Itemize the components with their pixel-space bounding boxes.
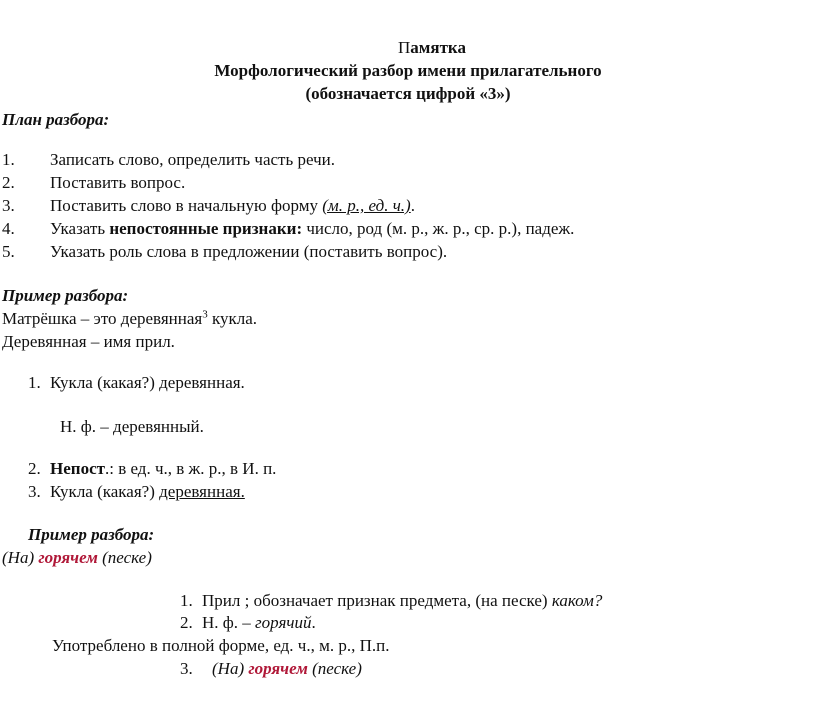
example2-step <box>180 591 602 611</box>
plan-item-end: . <box>410 196 415 215</box>
plan-item-text: Указать <box>50 219 110 238</box>
example2-step-text: Н. ф. – <box>202 613 256 632</box>
example1-sentence-end: кукла. <box>207 309 258 328</box>
example2-step-number: 1. <box>180 591 193 610</box>
example2-step-end: (песке) <box>307 659 362 678</box>
example2-usage: Употреблено в полной форме, ед. ч., м. р., П.п. <box>52 636 390 655</box>
example2-heading: Пример разбора: <box>28 525 155 544</box>
example2-phrase <box>2 548 152 568</box>
plan-item <box>2 196 415 216</box>
page-title <box>0 38 816 58</box>
example2-initial-form: горячий <box>255 613 312 632</box>
example2-highlight-word: горячем <box>38 548 98 567</box>
plan-item-bold: непостоянные признаки: <box>109 219 303 238</box>
example2-step-number: 3. <box>180 659 193 678</box>
plan-item <box>2 219 574 239</box>
example1-step <box>28 459 276 479</box>
plan-item <box>2 242 447 262</box>
example2-step-text: Прил ; обозначает признак предмета, (на песке) <box>202 591 552 610</box>
example1-underlined-word: деревянная. <box>159 482 245 501</box>
plan-item-number: 4. <box>2 219 15 238</box>
example1-line2: Деревянная – имя прил. <box>2 332 175 351</box>
example2-question: каком? <box>551 591 603 610</box>
plan-item-number: 3. <box>2 196 15 215</box>
plan-item-text: Поставить слово в начальную форму <box>50 196 323 215</box>
example1-superscript: 3 <box>202 308 208 321</box>
example1-sentence-start: Матрёшка – это деревянная <box>2 309 203 328</box>
plan-item-number: 5. <box>2 242 15 261</box>
example2-phrase-end: (песке) <box>97 548 152 567</box>
example2-step-number: 2. <box>180 613 193 632</box>
plan-item <box>2 173 185 193</box>
example1-step <box>28 482 245 502</box>
example1-step-number: 3. <box>28 482 41 501</box>
title-rest: амятка <box>410 38 466 57</box>
example1-heading: Пример разбора: <box>2 286 129 305</box>
example1-step-text: .: в ед. ч., в ж. р., в И. п. <box>104 459 277 478</box>
initial-form-note: (м. р., ед. ч.) <box>322 196 411 215</box>
example1-step-text: Кукла (какая?) <box>50 482 160 501</box>
example1-step-bold: Непост <box>50 459 105 478</box>
example2-step-start: (На) <box>212 659 249 678</box>
example2-step-end: . <box>311 613 316 632</box>
example1-step-number: 2. <box>28 459 41 478</box>
example1-sentence <box>2 309 257 329</box>
example1-step-number: 1. <box>28 373 41 392</box>
plan-item <box>2 150 335 170</box>
plan-item-number: 2. <box>2 173 15 192</box>
plan-heading: План разбора: <box>2 110 110 129</box>
example2-step <box>180 613 316 633</box>
example1-initial-form: Н. ф. – деревянный. <box>60 417 204 436</box>
example2-phrase-start: (На) <box>2 548 39 567</box>
plan-item-end: число, род (м. р., ж. р., ср. р.), падеж. <box>302 219 575 238</box>
page-note: (обозначается цифрой «3») <box>305 84 511 103</box>
plan-item-number: 1. <box>2 150 15 169</box>
plan-item-text: Записать слово, определить часть речи. <box>50 150 335 169</box>
example2-highlight-word: горячем <box>248 659 308 678</box>
example2-step <box>180 659 362 679</box>
plan-item-text: Указать роль слова в предложении (поставить вопрос). <box>50 242 448 261</box>
plan-item-text: Поставить вопрос. <box>50 173 186 192</box>
page-subtitle: Морфологический разбор имени прилагательного <box>214 61 602 80</box>
example1-step <box>28 373 245 393</box>
title-first-letter: П <box>398 38 411 57</box>
example1-step-text: Кукла (какая?) деревянная. <box>50 373 245 392</box>
